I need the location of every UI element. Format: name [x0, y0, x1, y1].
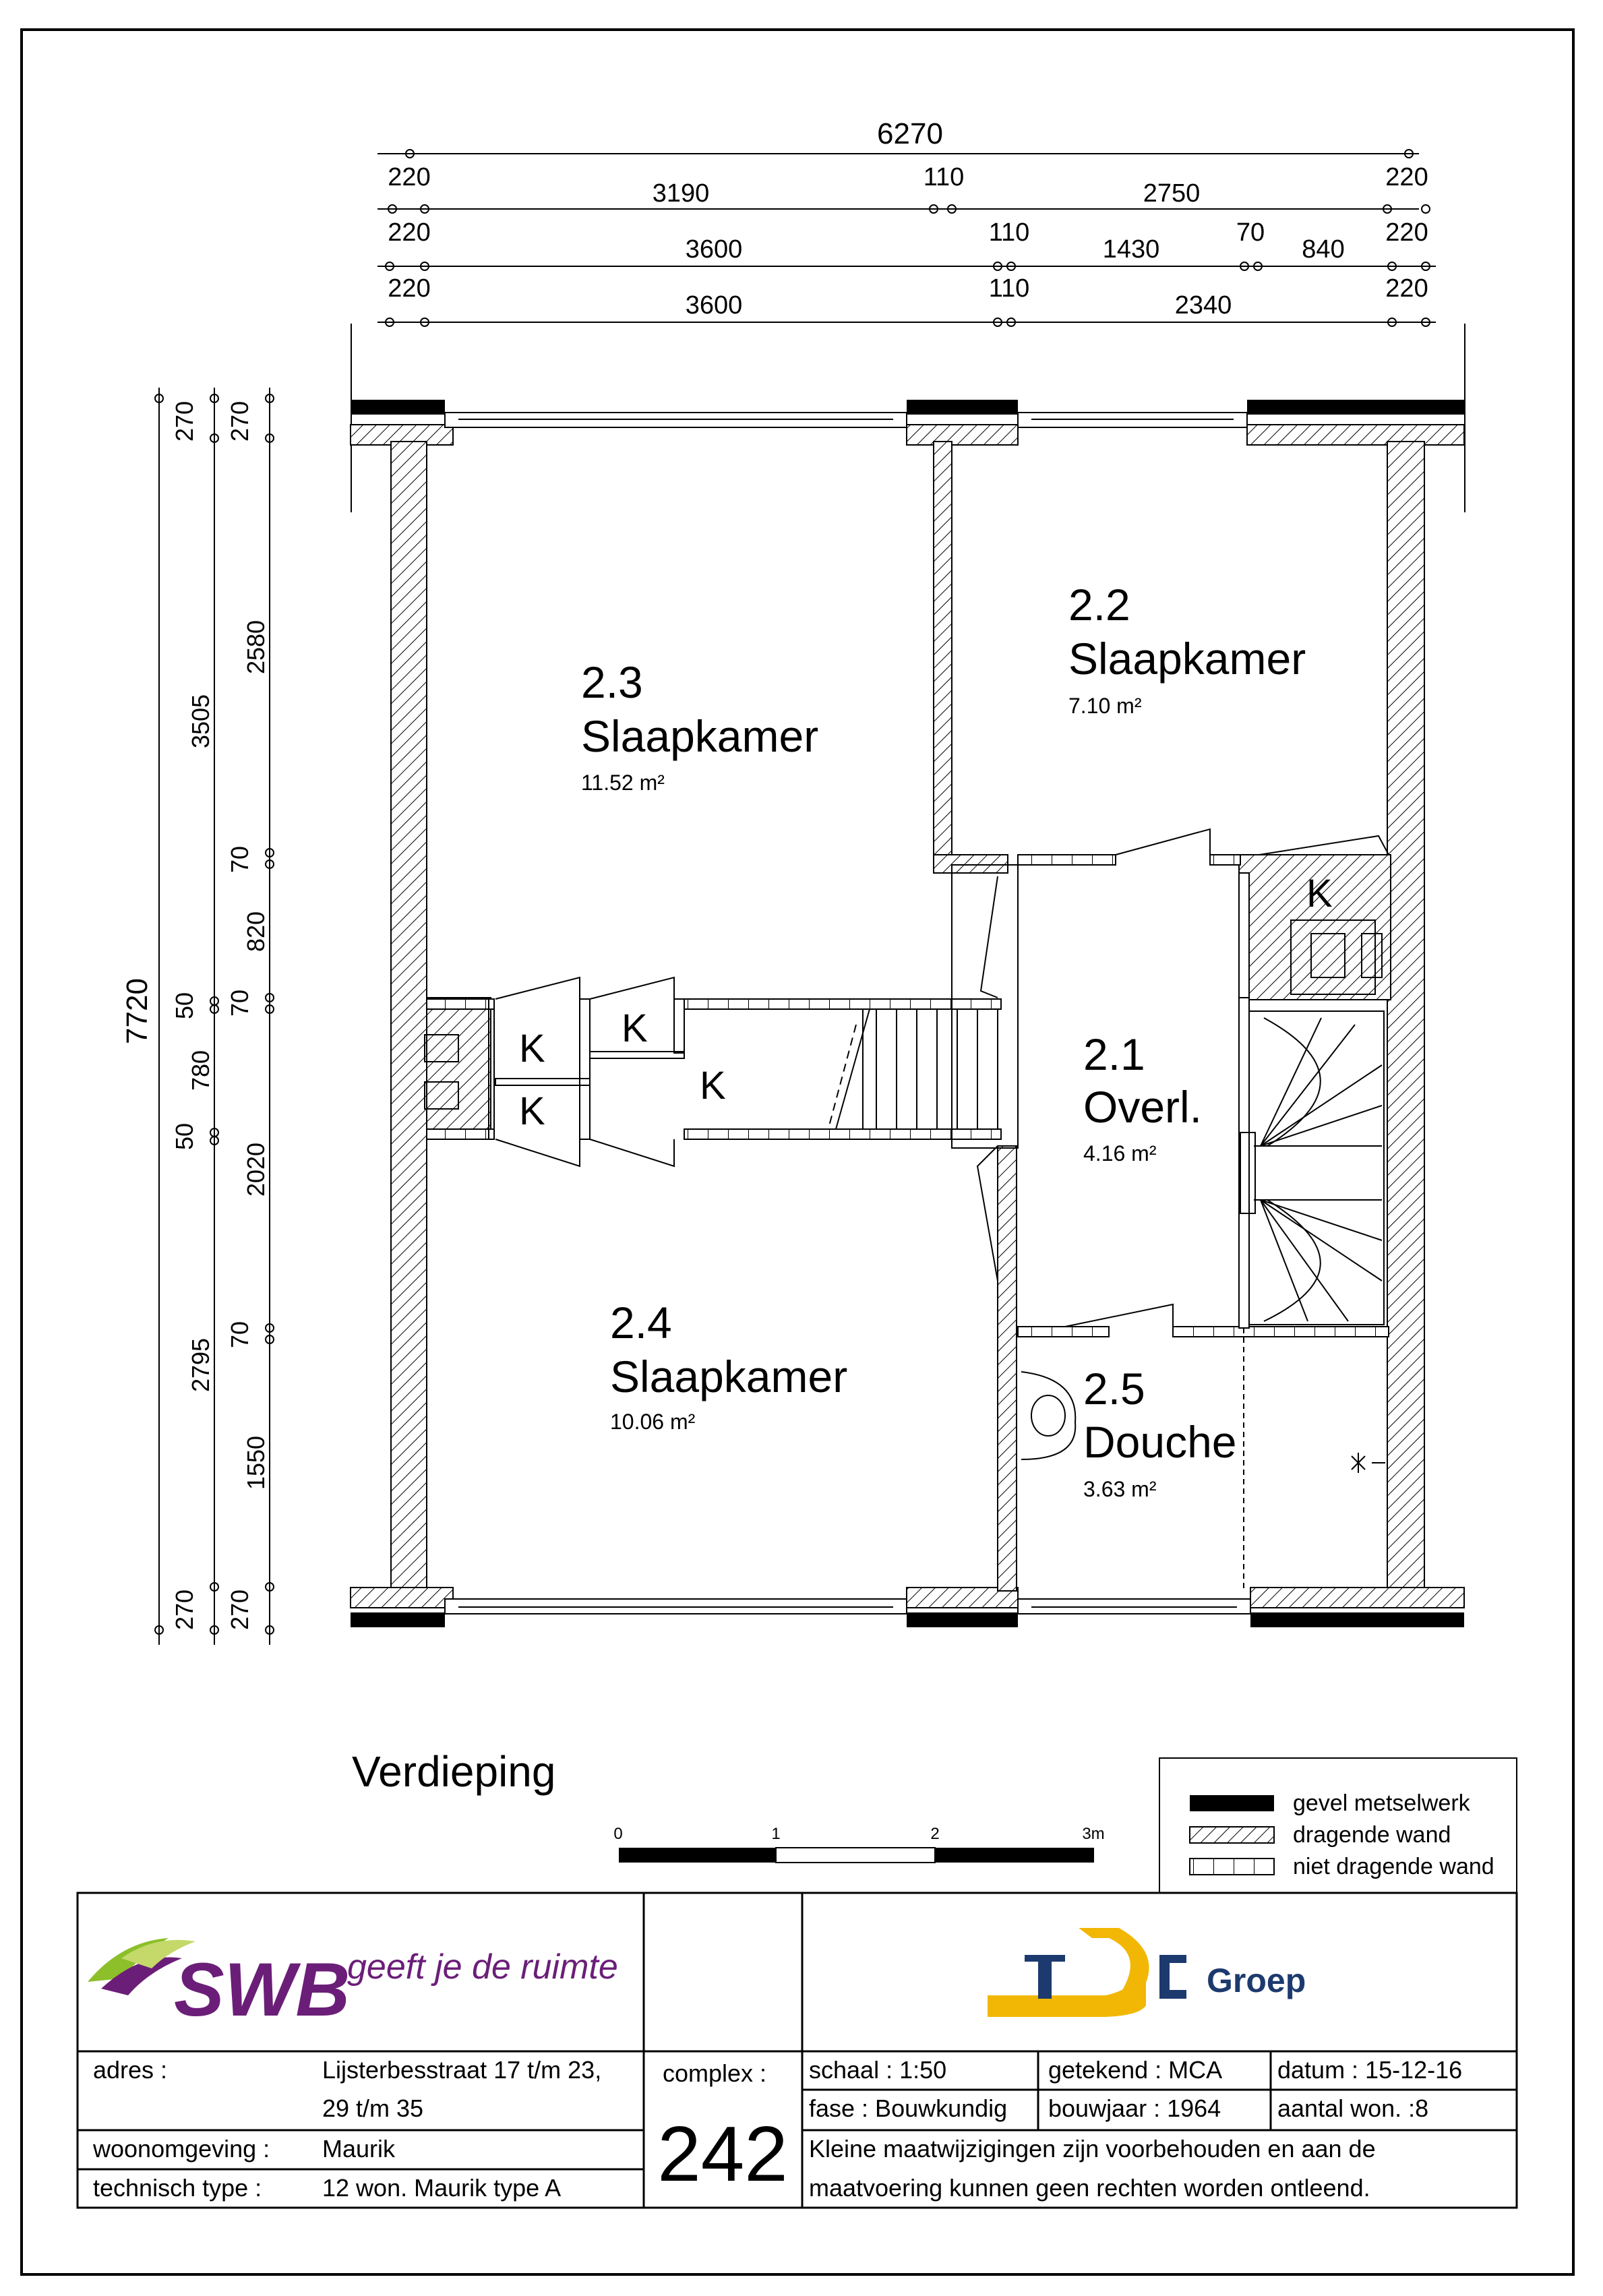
dim-top-r3: 110: [988, 274, 1030, 303]
adres-value-2: 29 t/m 35: [322, 2094, 424, 2122]
legend: [1159, 1758, 1517, 1893]
room-name: Douche: [1083, 1417, 1237, 1467]
room-number: 2.5: [1083, 1364, 1145, 1414]
room-number: 2.1: [1083, 1029, 1145, 1079]
load-bearing-walls: [351, 425, 1464, 1608]
swb-tagline: geeft je de ruimte: [347, 1947, 618, 1987]
closet-label: K: [519, 1089, 545, 1133]
dim-top-r2: 220: [1385, 218, 1428, 247]
dim-left-c2: 70: [226, 1321, 253, 1349]
adres-value: Lijsterbesstraat 17 t/m 23,: [322, 2056, 602, 2084]
dim-top-r3: 2340: [1174, 291, 1232, 320]
room-name: Overl.: [1083, 1082, 1203, 1132]
dim-top-r1: 2750: [1143, 179, 1201, 208]
room-number: 2.4: [610, 1298, 672, 1348]
staircase-straight: [829, 1009, 998, 1129]
dim-top-r1: 220: [388, 163, 431, 191]
dim-left-c2: 820: [242, 911, 270, 953]
tdc-group-text: Groep: [1207, 1962, 1306, 1999]
room-2-3: [581, 657, 818, 795]
legend-label: niet dragende wand: [1293, 1854, 1494, 1879]
schaal: schaal : 1:50: [809, 2056, 947, 2084]
technisch-type-value: 12 won. Maurik type A: [322, 2174, 562, 2202]
dim-left-c1: 3505: [187, 694, 214, 749]
room-number: 2.3: [581, 657, 643, 707]
legend-swatch-hatched: [1190, 1827, 1274, 1843]
title-block-text: [92, 2056, 1462, 2202]
dim-left-c1: 270: [171, 400, 198, 442]
shower-drain-symbol: [1352, 1453, 1385, 1473]
room-name: Slaapkamer: [610, 1352, 848, 1401]
room-area: 10.06 m²: [610, 1410, 696, 1434]
dim-top-r3: 220: [1385, 274, 1428, 303]
floor-title: Verdieping: [352, 1747, 556, 1796]
legend-swatch-solid: [1190, 1795, 1274, 1811]
dim-left-c1: 270: [171, 1589, 198, 1631]
legend-label: dragende wand: [1293, 1822, 1451, 1848]
datum: datum : 15-12-16: [1277, 2056, 1463, 2084]
dim-left-total: 7720: [121, 978, 154, 1044]
closet-label: K: [622, 1006, 648, 1050]
non-load-bearing-walls: [427, 855, 1389, 1337]
room-number: 2.2: [1068, 580, 1130, 630]
room-2-5: [1083, 1364, 1237, 1501]
room-area: 7.10 m²: [1068, 694, 1142, 718]
dim-top-r2: 220: [388, 218, 431, 247]
left-dimension-labels: [121, 401, 270, 1630]
complex-label: complex :: [663, 2059, 767, 2087]
room-name: Slaapkamer: [581, 711, 819, 761]
top-dimension-ticks: [386, 150, 1430, 326]
scale-label: 3m: [1082, 1825, 1105, 1843]
closet-label: K: [1306, 872, 1333, 915]
disclaimer-line-1: Kleine maatwijzigingen zijn voorbehouden en aan de: [809, 2135, 1376, 2163]
dim-top-r1: 110: [923, 163, 965, 191]
dim-left-c2: 1550: [242, 1435, 270, 1490]
room-area: 11.52 m²: [581, 771, 665, 795]
legend-label: gevel metselwerk: [1293, 1790, 1470, 1816]
technisch-type-label: technisch type :: [93, 2174, 262, 2202]
room-area: 4.16 m²: [1083, 1141, 1157, 1166]
dim-left-c2: 270: [226, 400, 253, 442]
swb-logo-text: SWB: [174, 1947, 351, 2032]
room-2-1: [1083, 1029, 1202, 1166]
dim-left-c2: 2020: [242, 1142, 270, 1197]
tdc-logo: [988, 1928, 1306, 2017]
dim-top-r2: 70: [1236, 218, 1265, 247]
dim-top-r2: 840: [1302, 235, 1345, 264]
legend-swatch-segmented: [1190, 1859, 1274, 1875]
facade-masonry: [351, 400, 1464, 1627]
swb-logo: [88, 1938, 618, 2032]
disclaimer-line-2: maatvoering kunnen geen rechten worden ontleend.: [809, 2174, 1370, 2202]
room-name: Slaapkamer: [1068, 634, 1306, 684]
room-2-2: [1068, 580, 1306, 718]
dim-left-c1: 50: [171, 992, 198, 1020]
tdc-logo-text: TDC: [1025, 1948, 1027, 1949]
aantal-won: aantal won. :8: [1277, 2094, 1429, 2122]
dim-left-c2: 2580: [242, 620, 270, 675]
dim-left-c2: 270: [226, 1589, 253, 1631]
room-area: 3.63 m²: [1083, 1477, 1157, 1501]
woonomgeving-value: Maurik: [322, 2135, 396, 2163]
adres-label: adres :: [93, 2056, 168, 2084]
dim-top-total: 6270: [877, 117, 943, 150]
fase: fase : Bouwkundig: [809, 2094, 1008, 2122]
scale-bar: [613, 1825, 1104, 1863]
woonomgeving-label: woonomgeving :: [93, 2135, 270, 2163]
getekend: getekend : MCA: [1048, 2056, 1223, 2084]
dim-left-c2: 70: [226, 989, 253, 1017]
dim-top-r1: 3190: [652, 179, 710, 208]
scale-label: 0: [613, 1825, 623, 1843]
staircase-winding: [1240, 1011, 1384, 1325]
closet-label: K: [700, 1064, 726, 1108]
dim-top-r2: 3600: [685, 235, 743, 264]
room-2-4: [610, 1298, 847, 1434]
bouwjaar: bouwjaar : 1964: [1048, 2094, 1221, 2122]
dim-top-r2: 1430: [1102, 235, 1160, 264]
dim-top-r1: 220: [1385, 163, 1428, 191]
dim-top-r3: 3600: [685, 291, 743, 320]
closet-label: K: [519, 1027, 545, 1070]
washbasin: [1021, 1372, 1075, 1459]
dim-top-r3: 220: [388, 274, 431, 303]
dim-top-r2: 110: [988, 218, 1030, 247]
complex-value: 242: [657, 2110, 788, 2198]
scale-label: 1: [771, 1825, 781, 1843]
dim-left-c1: 50: [171, 1122, 198, 1151]
top-dimension-labels: [388, 117, 1428, 320]
dim-left-c2: 70: [226, 845, 253, 874]
top-dimension-lines: [351, 154, 1465, 512]
scale-label: 2: [930, 1825, 940, 1843]
dim-left-c1: 780: [187, 1050, 214, 1091]
dim-left-c1: 2795: [187, 1337, 214, 1393]
